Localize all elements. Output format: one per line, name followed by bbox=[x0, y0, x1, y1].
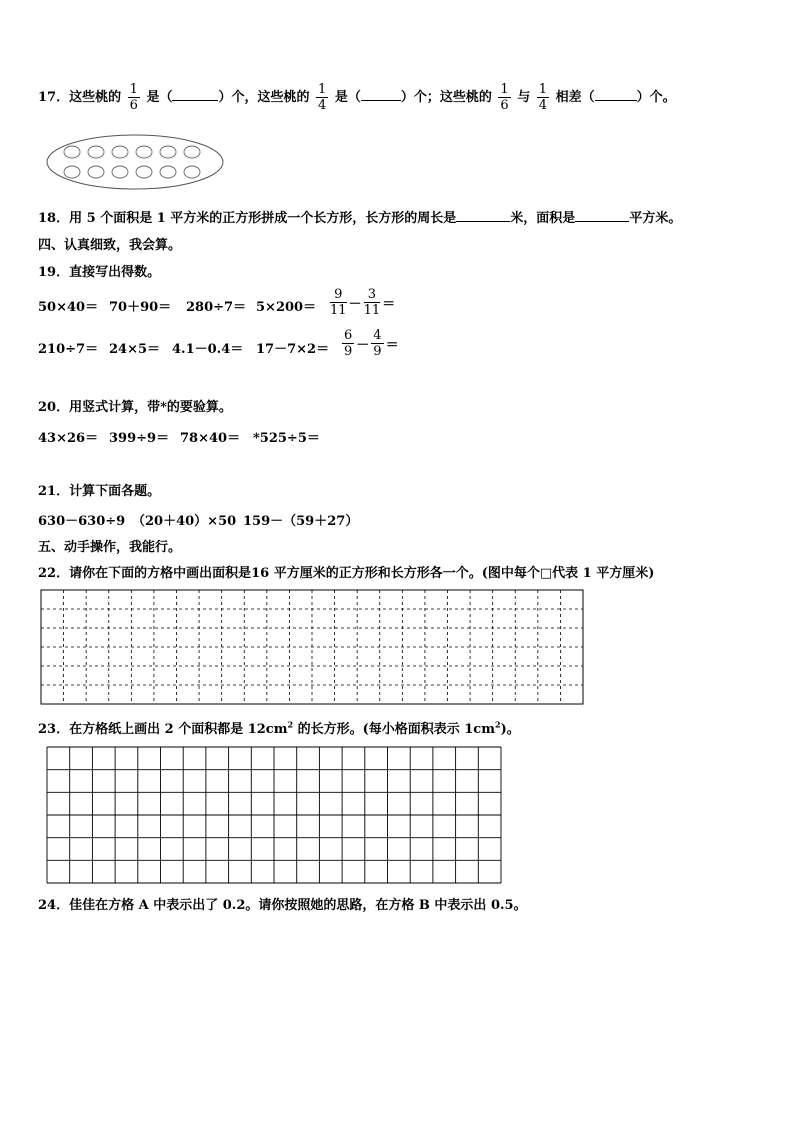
q18-text-2: 米，面积是 bbox=[510, 211, 576, 226]
peach-icon bbox=[88, 166, 104, 178]
frac-num: 4 bbox=[373, 328, 382, 343]
calc-item: 43×26＝ bbox=[38, 431, 99, 446]
q19-title-text: 直接写出得数。 bbox=[69, 265, 161, 280]
peach-icon bbox=[64, 146, 80, 158]
equals-sign: ＝ bbox=[385, 338, 399, 353]
fraction-expression bbox=[340, 328, 399, 359]
fraction-expression bbox=[328, 287, 395, 318]
frac-num: 1 bbox=[129, 82, 138, 97]
q18-blank-perimeter[interactable] bbox=[456, 221, 510, 222]
q20-number: 20． bbox=[38, 400, 70, 415]
section-4-heading: 四、认真细致，我会算。 bbox=[38, 238, 182, 253]
fraction-one-quarter bbox=[537, 82, 549, 113]
q23-number: 23． bbox=[38, 722, 70, 737]
calc-item: 50×40＝ bbox=[38, 300, 99, 315]
calc-item: 4.1－0.4＝ bbox=[172, 342, 244, 357]
frac-num: 9 bbox=[330, 287, 347, 303]
q18-number: 18． bbox=[38, 211, 70, 226]
frac-num: 6 bbox=[344, 328, 353, 343]
frac-num: 1 bbox=[318, 82, 327, 97]
q18-text-3: 平方米。 bbox=[629, 211, 682, 226]
q17-text-7: 相差（ bbox=[555, 90, 595, 105]
q18-line bbox=[38, 207, 681, 226]
peach-icon bbox=[136, 146, 152, 158]
operator: － bbox=[348, 297, 362, 312]
fraction-one-quarter bbox=[316, 82, 328, 113]
q22-number: 22． bbox=[38, 566, 70, 581]
q17-text-3: ）个，这些桃的 bbox=[218, 90, 310, 105]
q18-blank-area[interactable] bbox=[575, 221, 629, 222]
fraction bbox=[371, 328, 383, 359]
q17-text-4: 是（ bbox=[334, 90, 361, 105]
q17-text-6: 与 bbox=[517, 90, 531, 105]
calc-item: 78×40＝ bbox=[180, 431, 241, 446]
q24-line bbox=[38, 894, 527, 913]
fraction bbox=[364, 287, 381, 318]
q19-title bbox=[38, 261, 160, 280]
peach-icon bbox=[112, 166, 128, 178]
fraction-one-sixth bbox=[498, 82, 510, 113]
q17-blank-3[interactable] bbox=[595, 100, 637, 101]
calc-item: 399÷9＝ bbox=[109, 431, 170, 446]
q21-title bbox=[38, 480, 160, 499]
frac-num: 1 bbox=[538, 82, 548, 97]
fraction-one-sixth bbox=[128, 82, 140, 113]
frac-den: 6 bbox=[129, 98, 138, 113]
q24-number: 24． bbox=[38, 898, 70, 913]
q17-text-2: 是（ bbox=[146, 90, 173, 105]
calc-item: 210÷7＝ bbox=[38, 342, 99, 357]
q24-text: 佳佳在方格 A 中表示出了 0.2。请你按照她的思路，在方格 B 中表示出 0.5。 bbox=[69, 898, 527, 913]
calc-item: 17－7×2＝ bbox=[256, 342, 330, 357]
frac-den: 11 bbox=[363, 303, 381, 318]
frac-den: 4 bbox=[538, 98, 548, 113]
peach-icon bbox=[160, 166, 176, 178]
q23-text-2: 的长方形。(每小格面积表示 1cm bbox=[293, 722, 495, 737]
frac-den: 11 bbox=[330, 303, 347, 318]
peach-icon bbox=[112, 146, 128, 158]
q20-title bbox=[38, 396, 232, 415]
q23-text-1: 在方格纸上画出 2 个面积都是 12cm bbox=[69, 722, 288, 737]
square-grid-q23[interactable] bbox=[46, 746, 502, 884]
q17-line bbox=[38, 82, 676, 113]
q19-number: 19． bbox=[38, 265, 70, 280]
peach-plate-illustration bbox=[44, 133, 226, 193]
calc-item: 70＋90＝ bbox=[109, 300, 172, 315]
q23-line bbox=[38, 718, 520, 737]
q22-text: 请你在下面的方格中画出面积是16 平方厘米的正方形和长方形各一个。(图中每个□代表 1 平方厘米) bbox=[69, 566, 655, 581]
fraction bbox=[330, 287, 347, 318]
peach-icon bbox=[184, 166, 200, 178]
calc-item: 159－（59＋27） bbox=[243, 514, 359, 529]
q21-number: 21． bbox=[38, 484, 70, 499]
superscript: 2 bbox=[287, 719, 294, 730]
q23-text-3: )。 bbox=[500, 722, 520, 737]
calc-item: 5×200＝ bbox=[256, 300, 317, 315]
q22-line bbox=[38, 562, 654, 581]
peach-icon bbox=[184, 146, 200, 158]
q18-text-1: 用 5 个面积是 1 平方米的正方形拼成一个长方形，长方形的周长是 bbox=[69, 211, 457, 226]
frac-den: 6 bbox=[500, 98, 509, 113]
frac-num: 3 bbox=[364, 287, 381, 303]
calc-item: *525÷5＝ bbox=[253, 431, 320, 446]
calc-item: 280÷7＝ bbox=[186, 300, 247, 315]
q21-title-text: 计算下面各题。 bbox=[69, 484, 161, 499]
peach-icon bbox=[160, 146, 176, 158]
peach-icon bbox=[88, 146, 104, 158]
q17-text-1: 这些桃的 bbox=[69, 90, 122, 105]
q17-blank-1[interactable] bbox=[172, 100, 218, 101]
superscript: 2 bbox=[494, 719, 501, 730]
frac-num: 1 bbox=[500, 82, 509, 97]
q20-title-text: 用竖式计算，带*的要验算。 bbox=[69, 400, 232, 415]
q17-number: 17． bbox=[38, 90, 70, 105]
calc-item: 630－630÷9 bbox=[38, 514, 126, 529]
q17-text-8: ）个。 bbox=[636, 90, 676, 105]
frac-den: 4 bbox=[318, 98, 327, 113]
frac-den: 9 bbox=[373, 344, 382, 359]
q17-blank-2[interactable] bbox=[361, 100, 401, 101]
q17-text-5: ）个；这些桃的 bbox=[400, 90, 492, 105]
dashed-grid-q22[interactable] bbox=[40, 589, 584, 705]
frac-den: 9 bbox=[344, 344, 353, 359]
equals-sign: ＝ bbox=[382, 297, 396, 312]
fraction bbox=[342, 328, 354, 359]
operator: － bbox=[356, 338, 370, 353]
calc-item: （20＋40）×50 bbox=[132, 514, 237, 529]
calc-item: 24×5＝ bbox=[109, 342, 161, 357]
peach-icon bbox=[64, 166, 80, 178]
peach-icon bbox=[136, 166, 152, 178]
section-5-heading: 五、动手操作，我能行。 bbox=[38, 540, 182, 555]
